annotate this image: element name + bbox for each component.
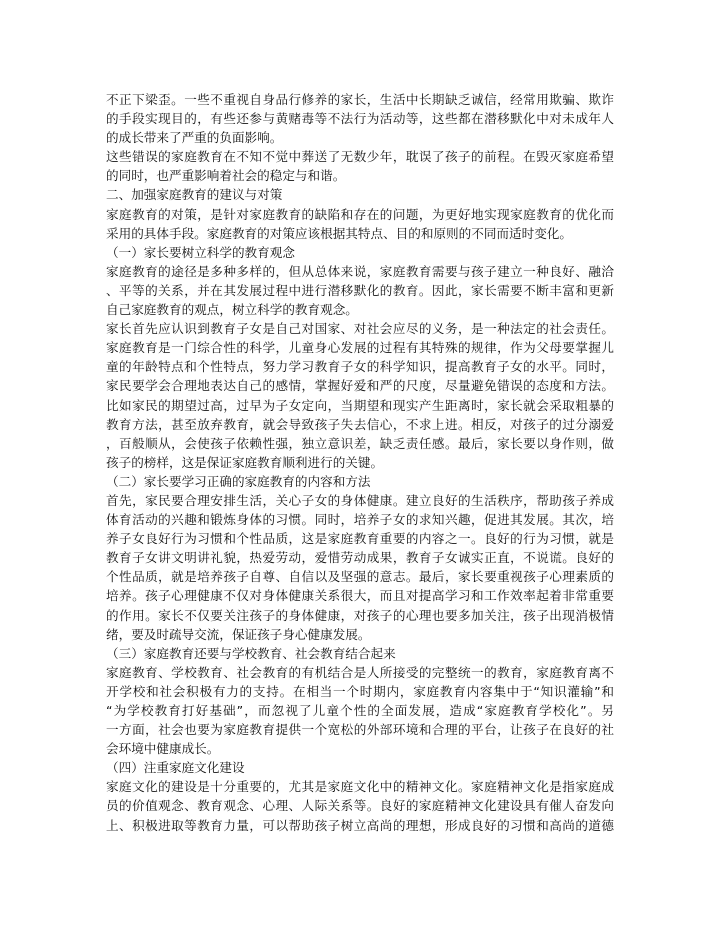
section-heading: （二）家长要学习正确的家庭教育的内容和方法 bbox=[106, 473, 371, 489]
text-line: 的成长带来了严重的负面影响。 bbox=[106, 130, 283, 146]
text-line: 开学校和社会积极有力的支持。在相当一个时期内，家庭教育内容集中于“知识灌输”和 bbox=[106, 683, 614, 699]
text-line: 教育方法，甚至放弃教育，就会导致孩子失去信心，不求上进。相反，对孩子的过分溺爱 bbox=[106, 416, 614, 432]
text-line: 家民要学会合理地表达自己的感情，掌握好爱和严的尺度，尽量避免错误的态度和方法。 bbox=[106, 378, 614, 394]
text-line: 绪，要及时疏导交流，保证孩子身心健康发展。 bbox=[106, 626, 371, 642]
text-line: 一方面，社会也要为家庭教育提供一个宽松的外部环境和合理的平台，让孩子在良好的社 bbox=[106, 722, 614, 738]
text-line: 比如家民的期望过高，过早为子女定向，当期望和现实产生距离时，家长就会采取粗暴的 bbox=[106, 397, 614, 413]
text-line: 家庭教育、学校教育、社会教育的有机结合是人所接受的完整统一的教育，家庭教育离不 bbox=[106, 664, 614, 680]
text-line: 家庭教育的途径是多种多样的，但从总体来说，家庭教育需要与孩子建立一种良好、融洽 bbox=[106, 263, 614, 279]
text-line: 采用的具体手段。家庭教育的对策应该根据其特点、目的和原则的不同而适时变化。 bbox=[106, 225, 572, 241]
section-heading: 二、加强家庭教育的建议与对策 bbox=[106, 187, 283, 203]
text-line: 的手段实现目的，有些还参与黄赌毒等不法行为活动等，这些都在潜移默化中对未成年人 bbox=[106, 111, 614, 127]
section-heading: （一）家长要树立科学的教育观念 bbox=[106, 244, 295, 260]
text-line: 个性品质，就是培养孩子自尊、自信以及坚强的意志。最后，家长要重视孩子心理素质的 bbox=[106, 569, 614, 585]
text-line: 上、积极进取等教育力量，可以帮助孩子树立高尚的理想，形成良好的习惯和高尚的道德 bbox=[106, 817, 614, 833]
text-line: 首先，家民要合理安排生活，关心子女的身体健康。建立良好的生活秩序，帮助孩子养成 bbox=[106, 492, 614, 508]
section-heading: （三）家庭教育还要与学校教育、社会教育结合起来 bbox=[106, 645, 396, 661]
text-line: 家庭教育的对策，是针对家庭教育的缺陷和存在的问题，为更好地实现家庭教育的优化而 bbox=[106, 206, 614, 222]
document-body bbox=[106, 90, 614, 835]
text-line: 会环境中健康成长。 bbox=[106, 741, 220, 757]
text-line: ，百般顺从，会使孩子依赖性强，独立意识差，缺乏责任感。最后，家长要以身作则，做 bbox=[106, 435, 614, 451]
text-line: “为学校教育打好基础”，而忽视了儿童个性的全面发展，造成“家庭教育学校化”。另 bbox=[106, 703, 614, 718]
section-heading: （四）注重家庭文化建设 bbox=[106, 760, 245, 776]
text-line: 教育子女讲文明讲礼貌，热爱劳动，爱惜劳动成果，教育子女诚实正直，不说谎。良好的 bbox=[106, 550, 614, 566]
text-line: 自己家庭教育的观点，树立科学的教育观念。 bbox=[106, 302, 358, 318]
text-line: 童的年龄特点和个性特点，努力学习教育子女的科学知识，提高教育子女的水平。同时， bbox=[106, 359, 614, 375]
text-line: 、平等的关系，并在其发展过程中进行潜移默化的教育。因此，家长需要不断丰富和更新 bbox=[106, 282, 614, 298]
text-line: 员的价值观念、教育观念、心理、人际关系等。良好的家庭精神文化建设具有催人奋发向 bbox=[106, 798, 614, 814]
text-line: 的作用。家长不仅要关注孩子的身体健康，对孩子的心理也要多加关注，孩子出现消极情 bbox=[106, 607, 614, 623]
text-line: 孩子的榜样，这是保证家庭教育顺利进行的关键。 bbox=[106, 454, 384, 470]
text-line: 体育活动的兴趣和锻炼身体的习惯。同时，培养子女的求知兴趣，促进其发展。其次，培 bbox=[106, 512, 614, 528]
text-line: 养子女良好行为习惯和个性品质，这是家庭教育重要的内容之一。良好的行为习惯，就是 bbox=[106, 531, 614, 547]
text-line: 家庭文化的建设是十分重要的，尤其是家庭文化中的精神文化。家庭精神文化是指家庭成 bbox=[106, 779, 614, 795]
text-line: 的同时，也严重影响着社会的稳定与和谐。 bbox=[106, 168, 346, 184]
text-line: 培养。孩子心理健康不仅对身体健康关系很大，而且对提高学习和工作效率起着非常重要 bbox=[106, 588, 614, 604]
text-line: 家长首先应认识到教育子女是自己对国家、对社会应尽的义务，是一种法定的社会责任。 bbox=[106, 321, 614, 337]
text-line: 家庭教育是一门综合性的科学，儿童身心发展的过程有其特殊的规律，作为父母要掌握儿 bbox=[106, 340, 614, 356]
text-line: 不正下梁歪。一些不重视自身品行修养的家长，生活中长期缺乏诚信，经常用欺骗、欺诈 bbox=[106, 92, 614, 107]
text-line: 这些错误的家庭教育在不知不觉中葬送了无数少年，耽误了孩子的前程。在毁灭家庭希望 bbox=[106, 149, 614, 165]
